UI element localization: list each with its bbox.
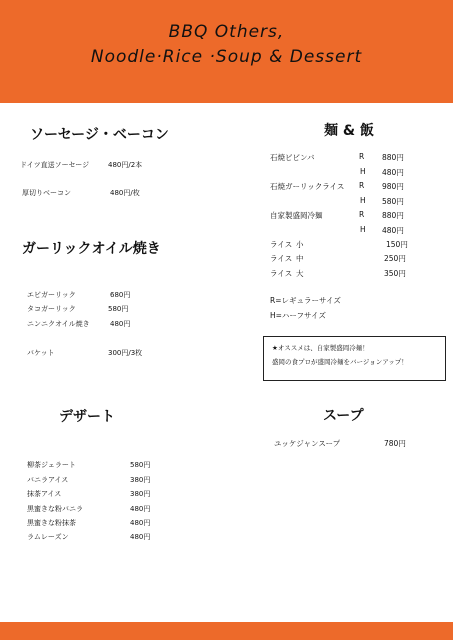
menu-item-name: ドイツ直送ソーセージ	[20, 161, 90, 169]
menu-item-price: 300円/3枚	[108, 349, 143, 357]
menu-item-size: 大	[296, 269, 304, 278]
footer-band	[0, 622, 453, 640]
recommendation-box	[263, 336, 446, 381]
menu-item-name: 石焼ガーリックライス	[270, 182, 345, 191]
menu-item-price: 480円	[130, 519, 151, 527]
menu-item-name: ライス	[270, 240, 293, 249]
menu-item-size: R	[359, 181, 365, 190]
menu-item-name: バケット	[27, 349, 55, 357]
menu-item-price: 780円	[384, 439, 406, 448]
menu-item-price: 480円	[130, 533, 151, 541]
menu-item-price: 580円	[108, 305, 129, 313]
section-heading-noodle-rice: 麺 & 飯	[324, 123, 374, 139]
menu-item-name: 石焼ビビンバ	[270, 153, 315, 162]
menu-item-price: 480円	[130, 505, 151, 513]
menu-item-size: H	[360, 196, 366, 205]
menu-item-name: エビガーリック	[27, 291, 76, 299]
menu-item-size: H	[360, 167, 366, 176]
menu-item-price: 480円/枚	[110, 189, 140, 197]
menu-item-size: 中	[296, 254, 304, 263]
menu-item-name: 抹茶アイス	[27, 490, 62, 498]
menu-item-name: 黒蜜きな粉バニラ	[27, 505, 83, 513]
menu-item-price: 680円	[110, 291, 131, 299]
size-note-half: H=ハーフサイズ	[270, 311, 326, 320]
recommendation-line1: ★オススメは、自家製盛岡冷麺！	[272, 344, 369, 352]
section-heading-dessert: デザート	[59, 409, 115, 425]
menu-item-name: 黒蜜きな粉抹茶	[27, 519, 76, 527]
menu-item-price: 880円	[382, 153, 404, 162]
menu-item-price: 580円	[382, 197, 404, 206]
menu-item-size: R	[359, 152, 365, 161]
menu-item-price: 480円	[382, 168, 404, 177]
menu-item-name: ライス	[270, 254, 293, 263]
menu-item-name: ラムレーズン	[27, 533, 69, 541]
page-title-line2: Noodle·Rice ·Soup & Dessert	[90, 47, 363, 67]
menu-item-price: 480円	[110, 320, 131, 328]
menu-item-price: 250円	[384, 254, 406, 263]
menu-item-name: ユッケジャンスープ	[274, 439, 341, 448]
menu-item-size: R	[359, 210, 365, 219]
menu-item-size: 小	[296, 240, 304, 249]
menu-item-price: 380円	[130, 490, 151, 498]
menu-item-price: 350円	[384, 269, 406, 278]
menu-item-name: バニラアイス	[27, 476, 69, 484]
section-heading-garlic: ガーリックオイル焼き	[22, 241, 161, 257]
size-note-regular: R=レギュラーサイズ	[270, 296, 341, 305]
menu-item-price: 150円	[386, 240, 408, 249]
menu-item-name: 柳茶ジェラート	[27, 461, 76, 469]
menu-item-price: 980円	[382, 182, 404, 191]
menu-item-name: ライス	[270, 269, 293, 278]
recommendation-line2: 盛岡の食プロが盛岡冷麺をバージョンアップ！	[272, 358, 408, 366]
menu-item-name: ニンニクオイル焼き	[27, 320, 90, 328]
menu-item-price: 480円	[382, 226, 404, 235]
section-heading-sausage: ソーセージ・ベーコン	[30, 127, 169, 143]
menu-item-name: タコガーリック	[27, 305, 76, 313]
menu-item-size: H	[360, 225, 366, 234]
page-title-line1: BBQ Others,	[168, 22, 285, 42]
menu-item-price: 380円	[130, 476, 151, 484]
menu-item-price: 880円	[382, 211, 404, 220]
section-heading-soup: スープ	[323, 408, 364, 424]
menu-item-name: 厚切りベーコン	[22, 189, 71, 197]
menu-item-name: 自家製盛岡冷麺	[270, 211, 323, 220]
menu-item-price: 480円/2本	[108, 161, 143, 169]
menu-item-price: 580円	[130, 461, 151, 469]
